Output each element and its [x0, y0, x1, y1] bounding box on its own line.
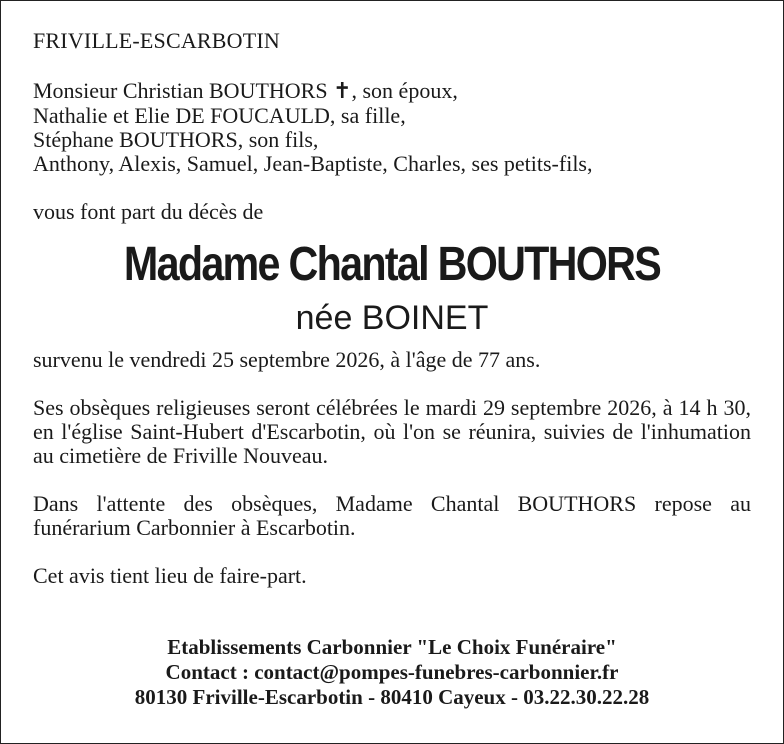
family-line-son: Stéphane BOUTHORS, son fils, [33, 127, 319, 152]
funeral-home-address: 80130 Friville-Escarbotin - 80410 Cayeux - 03.22.30.22.28 [134, 685, 650, 709]
deceased-name: Madame Chantal BOUTHORS [123, 238, 661, 291]
family-line-husband [33, 79, 751, 104]
funeral-home-contact: Contact : contact@pompes-funebres-carbonnier.fr [165, 660, 619, 684]
faire-part-paragraph: Cet avis tient lieu de faire-part. [33, 563, 307, 588]
family-line-daughter: Nathalie et Elie DE FOUCAULD, sa fille, [33, 103, 406, 128]
repose-paragraph: Dans l'attente des obsèques, Madame Chantal BOUTHORS repose au funérarium Carbonnier à Escarbotin. [33, 491, 751, 540]
death-date-paragraph: survenu le vendredi 25 septembre 2026, à l'âge de 77 ans. [33, 347, 541, 372]
husband-name: Monsieur Christian BOUTHORS [33, 78, 334, 103]
family-list [33, 79, 751, 176]
town-heading: FRIVILLE-ESCARBOTIN [33, 28, 281, 53]
maiden-name: née BOINET [295, 299, 489, 337]
funeral-home-name: Etablissements Carbonnier "Le Choix Funéraire" [167, 635, 617, 659]
family-line-grandsons: Anthony, Alexis, Samuel, Jean-Baptiste, Charles, ses petits-fils, [33, 151, 593, 176]
cross-icon: ✝ [333, 79, 352, 104]
announcement-intro: vous font part du décès de [33, 199, 264, 224]
funeral-home-footer [1, 635, 783, 710]
husband-relation: , son époux, [351, 78, 458, 103]
funeral-details-paragraph: Ses obsèques religieuses seront célébrées le mardi 29 septembre 2026, à 14 h 30, en l'église Saint-Hubert d'Escarbotin, où l'on se réunira, suivies de l'inhumation au cimetière de Friville Nouveau. [33, 395, 751, 468]
